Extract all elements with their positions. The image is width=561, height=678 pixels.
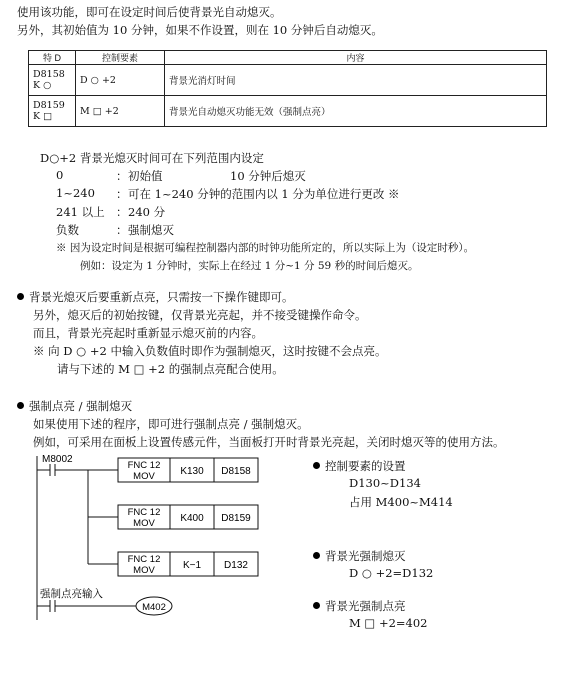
fnc-label: FNC 12	[127, 507, 161, 518]
range-desc: 初始值	[128, 169, 163, 183]
coil-label: M402	[142, 602, 166, 613]
source-label: K−1	[182, 560, 202, 571]
note-line: M □ +2=402	[349, 616, 428, 630]
op-label: MOV	[133, 471, 155, 482]
table-cell: D ○ +2	[76, 65, 165, 96]
section-text: 另外，熄灭后的初始按键，仅背景光亮起，并不接受键操作命令。	[33, 308, 367, 322]
note-heading	[313, 458, 406, 474]
dest-label: D132	[224, 560, 248, 571]
range-extra: 10 分钟后熄灭	[230, 169, 306, 183]
fnc-label: FNC 12	[127, 460, 161, 471]
op-label: MOV	[133, 565, 155, 576]
section-text: 如果使用下述的程序，即可进行强制点亮 / 强制熄灭。	[33, 417, 309, 431]
range-key: 1~240	[56, 186, 95, 200]
table-cell: M □ +2	[76, 96, 165, 127]
table-header: 内容	[165, 51, 547, 65]
intro-line-2: 另外，其初始值为 10 分钟，如果不作设置，则在 10 分钟后自动熄灭。	[17, 23, 383, 37]
table-row	[29, 65, 547, 96]
section-note: 请与下述的 M □ +2 的强制点亮配合使用。	[57, 362, 284, 376]
bullet-icon	[17, 293, 24, 300]
table-header: 特 D	[29, 51, 76, 65]
range-sep: ：	[116, 205, 128, 219]
spec-table	[28, 50, 547, 127]
contact-label: M8002	[42, 454, 73, 465]
note-line: 占用 M400~M414	[349, 495, 453, 509]
table-cell: 背景光自动熄灭功能无效（强制点亮）	[165, 96, 547, 127]
contact-label: 强制点亮输入	[40, 588, 103, 600]
range-sep: ：	[116, 169, 128, 183]
ladder-diagram	[0, 450, 561, 678]
section-title: 强制点亮 / 强制熄灭	[29, 399, 133, 413]
range-key: 241 以上	[56, 205, 105, 219]
note-heading	[313, 548, 406, 564]
section-text: 而且，背景光亮起时重新显示熄灭前的内容。	[33, 326, 263, 340]
note-title: 背景光强制熄灭	[325, 549, 406, 563]
range-desc: 240 分	[128, 205, 166, 219]
table-cell: 背景光消灯时间	[165, 65, 547, 96]
range-key: 0	[56, 168, 64, 182]
section-heading	[17, 289, 294, 305]
range-note: ※ 因为设定时间是根据可编程控制器内部的时钟功能所定的，所以实际上为（设定时秒）。	[56, 242, 475, 254]
dest-label: D8158	[221, 466, 251, 477]
source-label: K130	[180, 466, 204, 477]
range-key: 负数	[56, 223, 79, 237]
section-text: 例如，可采用在面板上设置传感元件，当面板打开时背景光亮起，关闭时熄灭等的使用方法。	[33, 435, 505, 449]
range-desc: 可在 1~240 分钟的范围内以 1 分为单位进行更改 ※	[128, 187, 400, 201]
section-note: ※ 向 D ○ +2 中输入负数值时即作为强制熄灭，这时按键不会点亮。	[33, 344, 387, 358]
table-cell	[29, 65, 76, 96]
note-line: D130~D134	[349, 476, 421, 490]
device-constant: K ○	[33, 80, 52, 91]
note-title: 控制要素的设置	[325, 459, 406, 473]
note-title: 背景光强制点亮	[325, 599, 406, 613]
range-sep: ：	[116, 223, 128, 237]
range-title: D○+2 背景光熄灭时间可在下列范围内设定	[40, 151, 264, 165]
intro-line-1: 使用该功能，即可在设定时间后使背景光自动熄灭。	[17, 5, 282, 19]
bullet-icon	[313, 462, 320, 469]
table-row	[29, 96, 547, 127]
dest-label: D8159	[221, 513, 251, 524]
table-cell	[29, 96, 76, 127]
device-number: D8159	[33, 100, 65, 111]
range-sep: ：	[116, 187, 128, 201]
bullet-icon	[313, 602, 320, 609]
range-desc: 强制熄灭	[128, 223, 174, 237]
op-label: MOV	[133, 518, 155, 529]
range-example: 例如：设定为 1 分钟时，实际上在经过 1 分~1 分 59 秒的时间后熄灭。	[80, 260, 419, 272]
device-number: D8158	[33, 69, 65, 80]
table-header-row	[29, 51, 547, 65]
section-title: 背景光熄灭后要重新点亮，只需按一下操作键即可。	[29, 290, 294, 304]
bullet-icon	[17, 402, 24, 409]
fnc-label: FNC 12	[127, 554, 161, 565]
bullet-icon	[313, 552, 320, 559]
note-heading	[313, 598, 406, 614]
table-header: 控制要素	[76, 51, 165, 65]
source-label: K400	[180, 513, 204, 524]
note-line: D ○ +2=D132	[349, 566, 434, 580]
device-constant: K □	[33, 111, 53, 122]
section-heading	[17, 398, 132, 414]
